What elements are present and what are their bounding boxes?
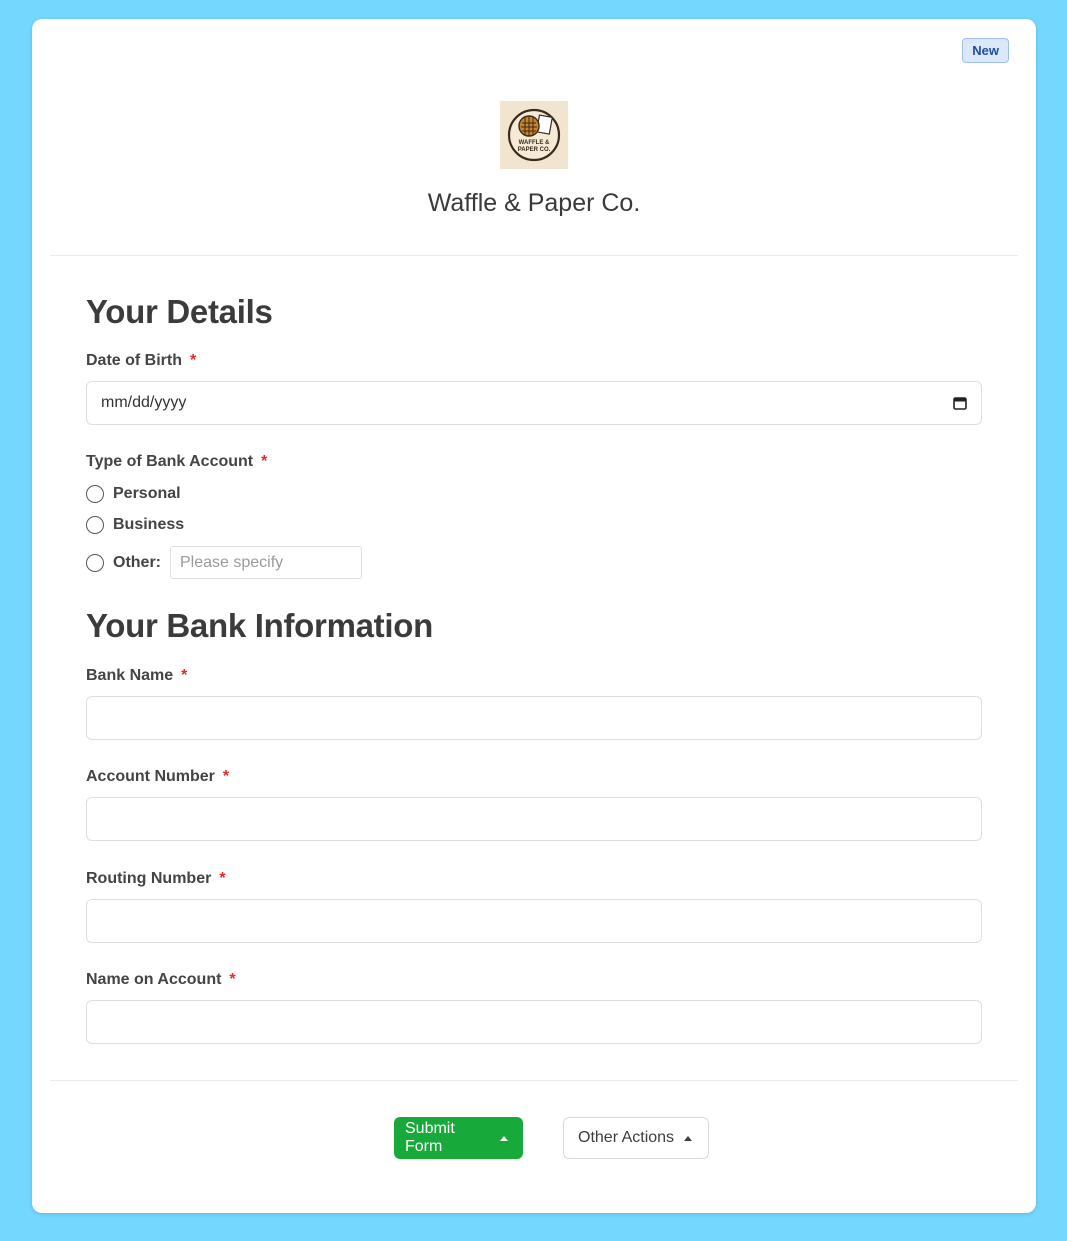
brand-logo — [500, 101, 568, 169]
name-on-account-label-text: Name on Account — [86, 971, 222, 988]
routing-number-input[interactable] — [86, 899, 982, 943]
waffle-logo-icon — [505, 106, 563, 164]
required-mark: * — [229, 971, 236, 988]
required-mark: * — [181, 667, 188, 684]
required-mark: * — [219, 870, 226, 887]
section-title-details: Your Details — [86, 293, 273, 330]
svg-text:PAPER CO.: PAPER CO. — [517, 147, 551, 153]
routing-number-label — [86, 870, 226, 888]
required-mark: * — [222, 768, 230, 785]
account-type-label — [86, 453, 267, 471]
required-mark: * — [261, 453, 268, 470]
dob-placeholder: mm/dd/yyyy — [101, 394, 187, 411]
submit-form-button[interactable] — [394, 1117, 523, 1159]
required-mark: * — [190, 352, 197, 369]
dob-input[interactable] — [86, 381, 982, 425]
other-actions-button[interactable] — [563, 1117, 709, 1159]
radio-option-personal[interactable] — [86, 485, 181, 503]
radio-label-other: Other: — [113, 553, 161, 571]
radio-option-business[interactable] — [86, 516, 184, 534]
dob-label — [86, 352, 196, 370]
caret-up-icon — [684, 1136, 692, 1141]
calendar-icon[interactable] — [953, 396, 967, 410]
account-number-input[interactable] — [86, 797, 982, 841]
submit-form-label: Submit Form — [405, 1120, 455, 1155]
caret-up-icon — [500, 1136, 508, 1141]
dob-label-text: Date of Birth — [86, 352, 182, 369]
account-number-label-text: Account Number — [86, 768, 215, 785]
bank-name-label-text: Bank Name — [86, 667, 174, 684]
radio-label-business: Business — [113, 516, 185, 533]
header-divider — [50, 255, 1018, 256]
radio-label-personal: Personal — [113, 485, 181, 502]
svg-text:WAFFLE &: WAFFLE & — [518, 140, 550, 146]
radio-business[interactable] — [86, 516, 104, 534]
section-title-bank: Your Bank Information — [86, 607, 433, 644]
account-type-label-text: Type of Bank Account — [86, 453, 254, 470]
footer-divider — [50, 1080, 1018, 1081]
radio-other[interactable] — [86, 554, 104, 572]
other-actions-label: Other Actions — [578, 1129, 675, 1146]
form-card — [32, 19, 1036, 1213]
account-number-label — [86, 768, 229, 786]
routing-number-label-text: Routing Number — [86, 870, 212, 887]
radio-personal[interactable] — [86, 485, 104, 503]
brand-name: Waffle & Paper Co. — [427, 189, 641, 217]
other-specify-input[interactable] — [170, 546, 362, 579]
bank-name-label — [86, 667, 187, 685]
name-on-account-label — [86, 971, 236, 989]
bank-name-input[interactable] — [86, 696, 982, 740]
name-on-account-input[interactable] — [86, 1000, 982, 1044]
new-badge: New — [962, 38, 1009, 63]
radio-option-other[interactable] — [86, 546, 362, 579]
